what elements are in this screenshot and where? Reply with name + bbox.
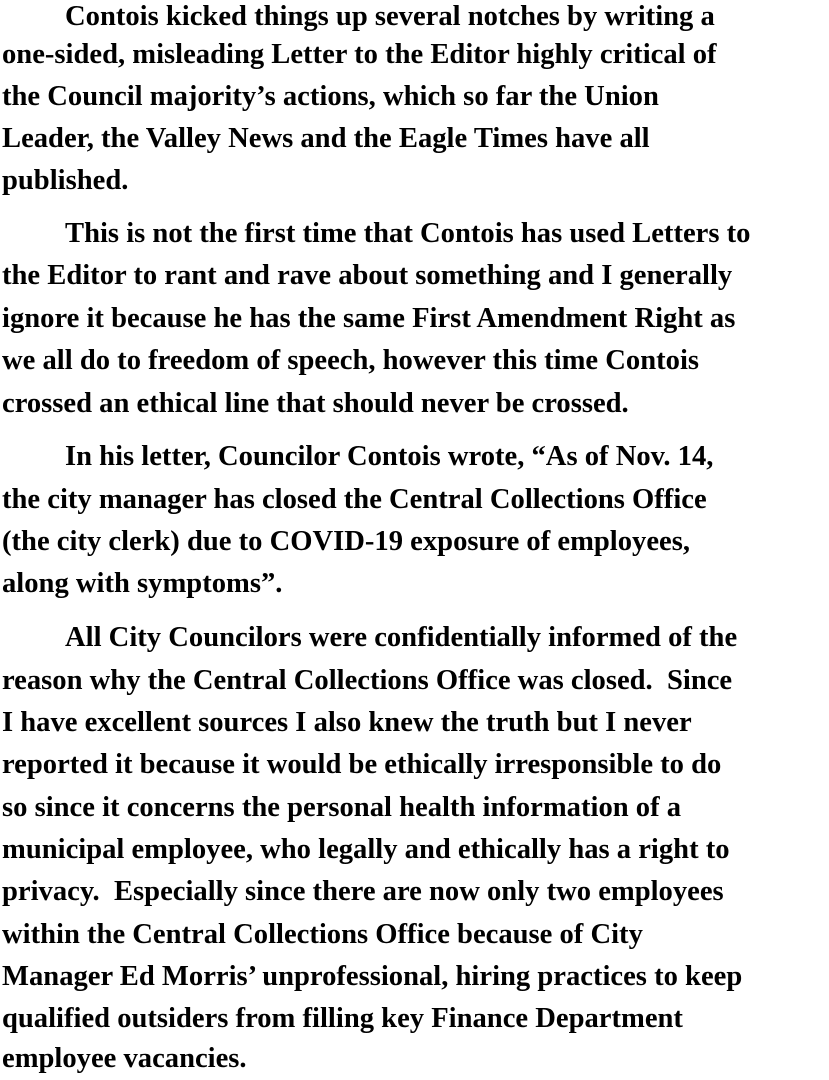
paragraph-1-line-2: one-sided, misleading Letter to the Editor highly critical of	[2, 39, 717, 70]
paragraph-4-line-8: within the Central Collections Office because of City	[2, 919, 643, 950]
paragraph-4-line-2: reason why the Central Collections Office was closed. Since	[2, 665, 733, 696]
paragraph-2-line-5: crossed an ethical line that should never be crossed.	[2, 388, 629, 419]
paragraph-2-line-4: we all do to freedom of speech, however this time Contois	[2, 345, 700, 376]
paragraph-1-line-1: Contois kicked things up several notches by writing a	[65, 1, 715, 32]
paragraph-1-line-5: published.	[2, 165, 129, 196]
paragraph-1-line-3: the Council majority’s actions, which so far the Union	[2, 81, 659, 112]
paragraph-2-line-3: ignore it because he has the same First Amendment Right as	[2, 303, 736, 334]
paragraph-1-line-4: Leader, the Valley News and the Eagle Times have all	[2, 123, 650, 154]
paragraph-4-line-9: Manager Ed Morris’ unprofessional, hiring practices to keep	[2, 961, 743, 992]
paragraph-4-line-11: employee vacancies.	[2, 1043, 247, 1074]
paragraph-4-line-4: reported it because it would be ethically irresponsible to do	[2, 749, 722, 780]
paragraph-4-line-5: so since it concerns the personal health information of a	[2, 792, 682, 823]
paragraph-2-line-1: This is not the first time that Contois has used Letters to	[65, 218, 751, 249]
paragraph-4-line-3: I have excellent sources I also knew the truth but I never	[2, 707, 692, 738]
paragraph-3-line-3: (the city clerk) due to COVID-19 exposure of employees,	[2, 526, 690, 557]
paragraph-3-line-1: In his letter, Councilor Contois wrote, “As of Nov. 14,	[65, 441, 714, 472]
paragraph-3-line-4: along with symptoms”.	[2, 568, 283, 599]
paragraph-4-line-1: All City Councilors were confidentially informed of the	[65, 622, 738, 653]
paragraph-3-line-2: the city manager has closed the Central Collections Office	[2, 484, 707, 515]
paragraph-4-line-6: municipal employee, who legally and ethically has a right to	[2, 834, 730, 865]
paragraph-2-line-2: the Editor to rant and rave about something and I generally	[2, 260, 733, 291]
paragraph-4-line-10: qualified outsiders from filling key Finance Department	[2, 1003, 683, 1034]
paragraph-4-line-7: privacy. Especially since there are now only two employees	[2, 876, 724, 907]
